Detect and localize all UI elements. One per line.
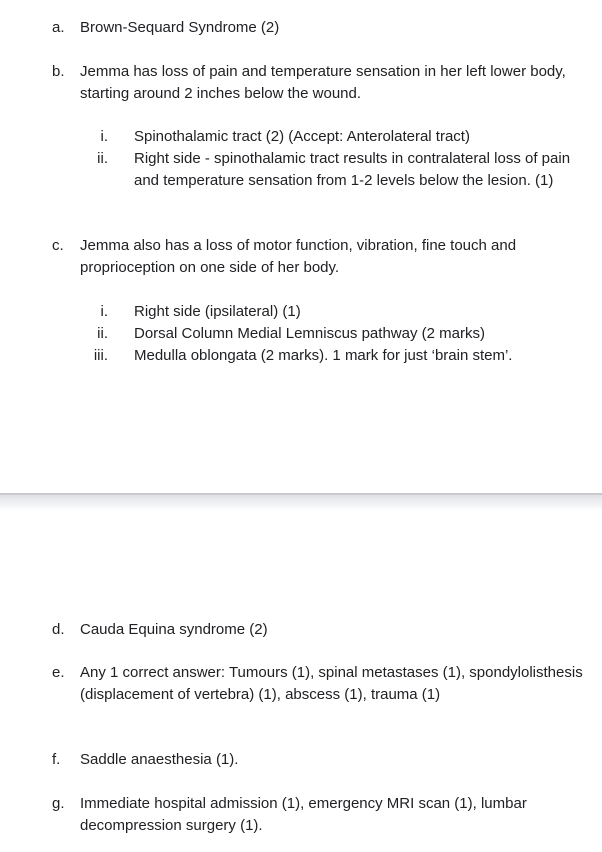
sublist-item-text: Dorsal Column Medial Lemniscus pathway (2 marks) (134, 325, 485, 342)
sublist-marker: ii. (97, 325, 108, 342)
sublist-item-text: Spinothalamic tract (2) (Accept: Anterolateral tract) (134, 128, 470, 145)
page-break-line (0, 493, 602, 495)
list-item-text: Jemma also has a loss of motor function, vibration, fine touch and proprioception on one side of her body. (80, 237, 517, 276)
sublist-marker: i. (100, 128, 108, 145)
list-marker: c. (52, 237, 64, 254)
list-item-text: Cauda Equina syndrome (2) (80, 621, 268, 638)
list-marker: g. (52, 795, 65, 812)
sublist-marker: iii. (93, 347, 108, 364)
sublist-item-text: Right side (ipsilateral) (1) (134, 303, 301, 320)
sublist-item-text: Medulla oblongata (2 marks). 1 mark for just ‘brain stem’. (134, 347, 513, 364)
list-marker: f. (52, 751, 61, 768)
sublist-item-text: Right side - spinothalamic tract results in contralateral loss of pain and temperature sensation from 1-2 levels below the lesion. (1) (134, 150, 571, 189)
sublist-marker: ii. (97, 150, 108, 167)
list-marker: e. (52, 664, 65, 681)
list-item-text: Saddle anaesthesia (1). (80, 751, 239, 768)
list-item-text: Any 1 correct answer: Tumours (1), spinal metastases (1), spondylolisthesis (displacement of vertebra) (1), abscess (1), trauma (1) (80, 664, 583, 703)
list-item-text: Jemma has loss of pain and temperature sensation in her left lower body, starting around 2 inches below the wound. (80, 63, 566, 102)
list-marker: b. (52, 63, 65, 80)
list-item-text: Brown-Sequard Syndrome (2) (80, 19, 280, 36)
list-marker: a. (52, 19, 65, 36)
sublist-marker: i. (100, 303, 108, 320)
list-marker: d. (52, 621, 65, 638)
page-break (0, 493, 602, 510)
list-item-text: Immediate hospital admission (1), emergency MRI scan (1), lumbar decompression surgery (1). (80, 795, 527, 834)
